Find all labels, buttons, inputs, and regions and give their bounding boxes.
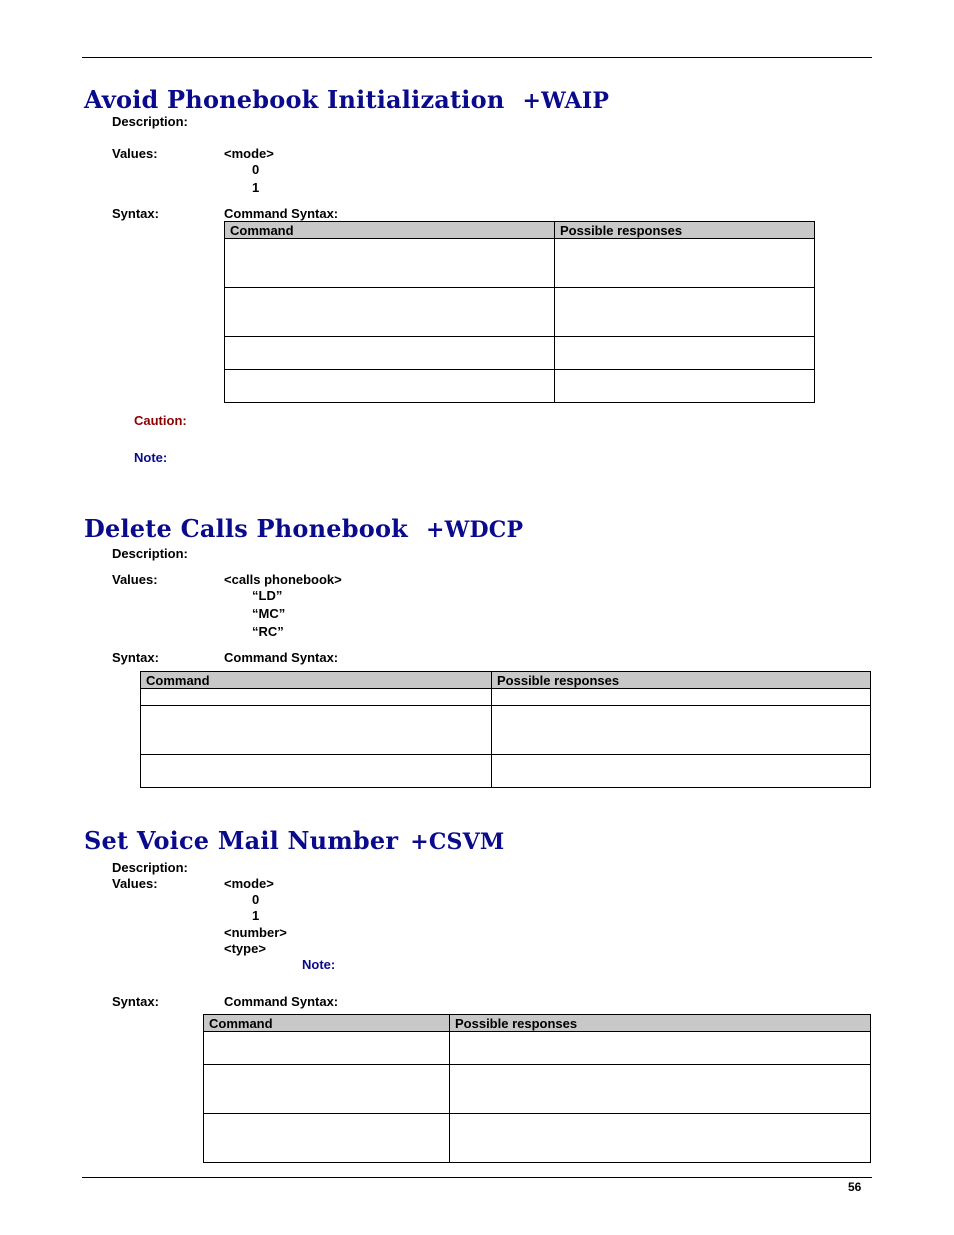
column-header: Possible responses bbox=[492, 672, 871, 689]
section-title-text: Set Voice Mail Number bbox=[84, 826, 399, 855]
syntax-label: Syntax: bbox=[112, 994, 159, 1009]
caution-label: Caution: bbox=[134, 413, 187, 428]
table-row bbox=[204, 1032, 871, 1065]
table-row bbox=[141, 755, 871, 788]
note-label: Note: bbox=[302, 957, 336, 972]
note-label: Note: bbox=[134, 450, 168, 465]
section-title-text: Avoid Phonebook Initialization bbox=[84, 85, 505, 114]
section-title-wdcp bbox=[84, 514, 523, 543]
syntax-label: Syntax: bbox=[112, 206, 159, 221]
param-calls-phonebook: <calls phonebook> bbox=[224, 572, 342, 587]
param-mode: <mode> bbox=[224, 146, 274, 161]
column-header: Possible responses bbox=[450, 1015, 871, 1032]
column-header: Command bbox=[225, 222, 555, 239]
value-item: 1 bbox=[252, 180, 260, 195]
command-syntax-label: Command Syntax: bbox=[224, 650, 339, 665]
table-row bbox=[225, 288, 815, 337]
description-label: Description: bbox=[112, 114, 188, 129]
table-row bbox=[225, 337, 815, 370]
description-label: Description: bbox=[112, 860, 188, 875]
table-row bbox=[225, 239, 815, 288]
section-command: +WDCP bbox=[425, 517, 524, 543]
table-row bbox=[225, 370, 815, 403]
section-title-text: Delete Calls Phonebook bbox=[84, 514, 408, 543]
section-title-waip bbox=[84, 85, 609, 114]
table-row bbox=[204, 1114, 871, 1163]
header-rule bbox=[82, 57, 872, 58]
section-title-csvm bbox=[84, 826, 504, 855]
value-item: “LD” bbox=[252, 588, 283, 603]
column-header: Command bbox=[204, 1015, 450, 1032]
command-syntax-label: Command Syntax: bbox=[224, 206, 339, 221]
value-item: “RC” bbox=[252, 624, 284, 639]
command-syntax-table bbox=[224, 221, 815, 403]
command-syntax-table bbox=[140, 671, 871, 788]
table-row bbox=[141, 689, 871, 706]
value-item: 1 bbox=[252, 908, 260, 923]
values-label: Values: bbox=[112, 572, 158, 587]
syntax-label: Syntax: bbox=[112, 650, 159, 665]
page-number: 56 bbox=[848, 1180, 862, 1194]
value-item: 0 bbox=[252, 892, 260, 907]
footer-rule bbox=[82, 1177, 872, 1178]
command-syntax-label: Command Syntax: bbox=[224, 994, 339, 1009]
section-command: +CSVM bbox=[410, 829, 505, 855]
table-row bbox=[141, 706, 871, 755]
value-item: “MC” bbox=[252, 606, 286, 621]
column-header: Command bbox=[141, 672, 492, 689]
param-type: <type> bbox=[224, 941, 266, 956]
param-number: <number> bbox=[224, 925, 287, 940]
table-row bbox=[204, 1065, 871, 1114]
description-label: Description: bbox=[112, 546, 188, 561]
param-mode: <mode> bbox=[224, 876, 274, 891]
value-item: 0 bbox=[252, 162, 260, 177]
column-header: Possible responses bbox=[555, 222, 815, 239]
values-label: Values: bbox=[112, 876, 158, 891]
section-command: +WAIP bbox=[522, 88, 610, 114]
values-label: Values: bbox=[112, 146, 158, 161]
command-syntax-table bbox=[203, 1014, 871, 1163]
